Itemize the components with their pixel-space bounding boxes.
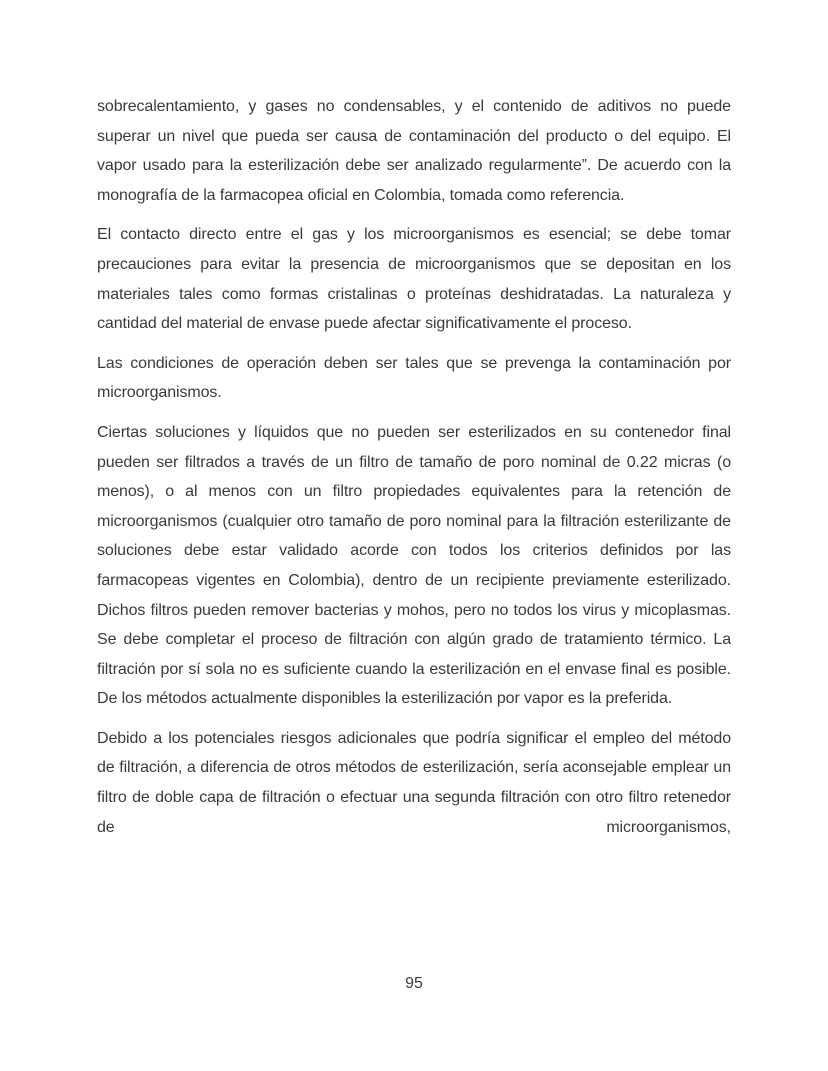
paragraph-filtration-risks: Debido a los potenciales riesgos adicionales que podría significar el empleo del método de filtración, a diferencia de otros métodos de esterilización, sería aconsejable emplear un filtro de doble capa de filtración o efectuar una segunda filtración con otro filtro retenedor de microorganismos,	[97, 729, 731, 836]
paragraph-steam-quality: sobrecalentamiento, y gases no condensables, y el contenido de aditivos no puede superar un nivel que pueda ser causa de contaminación del producto o del equipo. El vapor usado para la esterilización debe ser analizado regularmente”. De acuerdo con la monografía de la farmacopea oficial en Colombia, tomada como referencia.	[97, 98, 731, 204]
paragraph-operating-conditions: Las condiciones de operación deben ser tales que se prevenga la contaminación por microorganismos.	[97, 354, 731, 402]
document-body	[97, 92, 731, 852]
page-number: 95	[405, 975, 423, 992]
paragraph-gas-contact: El contacto directo entre el gas y los microorganismos es esencial; se debe tomar precauciones para evitar la presencia de microorganismos que se depositan en los materiales tales como formas cristalinas o proteínas deshidratadas. La naturaleza y cantidad del material de envase puede afectar significativamente el proceso.	[97, 226, 731, 333]
paragraph-filtration: Ciertas soluciones y líquidos que no pueden ser esterilizados en su contenedor final pueden ser filtrados a través de un filtro de tamaño de poro nominal de 0.22 micras (o menos), o al menos con un filtro propiedades equivalentes para la retención de microorganismos (cualquier otro tamaño de poro nominal para la filtración esterilizante de soluciones debe estar validado acorde con todos los criterios definidos por las farmacopeas vigentes en Colombia), dentro de un recipiente previamente esterilizado. Dichos filtros pueden remover bacterias y mohos, pero no todos los virus y micoplasmas. Se debe completar el proceso de filtración con algún grado de tratamiento térmico. La filtración por sí sola no es suficiente cuando la esterilización en el envase final es posible. De los métodos actualmente disponibles la esterilización por vapor es la preferida.	[97, 423, 731, 708]
